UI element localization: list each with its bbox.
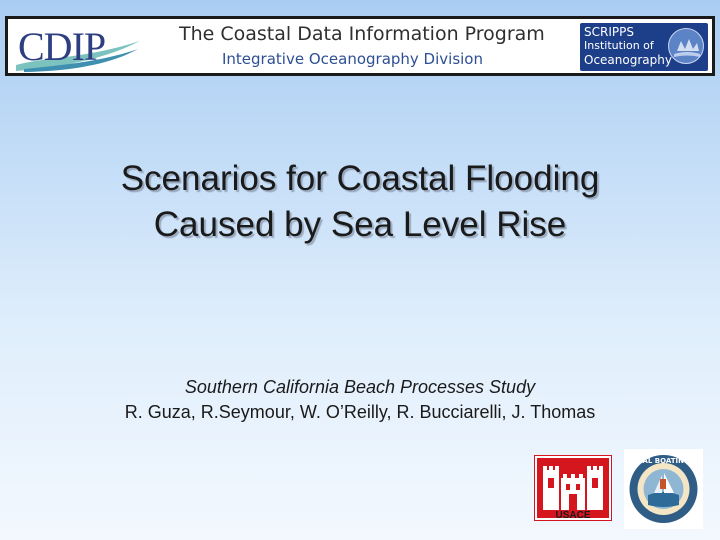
banner-title: The Coastal Data Information Program xyxy=(179,23,545,45)
scripps-line3: Oceanography xyxy=(584,53,672,67)
usace-logo xyxy=(535,456,611,520)
cdip-logo xyxy=(14,21,142,73)
header-banner xyxy=(5,16,715,76)
scripps-line1: SCRIPPS xyxy=(584,25,634,39)
castle-icon xyxy=(537,462,609,514)
scripps-logo xyxy=(580,23,708,71)
slide-title-line-2: Caused by Sea Level Rise xyxy=(153,205,567,244)
slide-title xyxy=(60,156,660,248)
cdip-logo-text: CDIP xyxy=(18,24,106,69)
study-name: Southern California Beach Processes Study xyxy=(184,377,536,397)
cal-boating-ring-text: CAL BOATING xyxy=(637,457,690,465)
scripps-line2: Institution of xyxy=(584,39,654,52)
usace-label: USACE xyxy=(555,510,591,521)
banner-subtitle: Integrative Oceanography Division xyxy=(222,50,483,68)
scripps-seal-icon xyxy=(668,28,704,64)
slide-title-line-1: Scenarios for Coastal Flooding xyxy=(120,159,600,198)
author-list: R. Guza, R.Seymour, W. O’Reilly, R. Bucciarelli, J. Thomas xyxy=(124,402,596,422)
cal-boating-seal-icon xyxy=(624,449,703,529)
cal-boating-logo xyxy=(624,449,703,529)
